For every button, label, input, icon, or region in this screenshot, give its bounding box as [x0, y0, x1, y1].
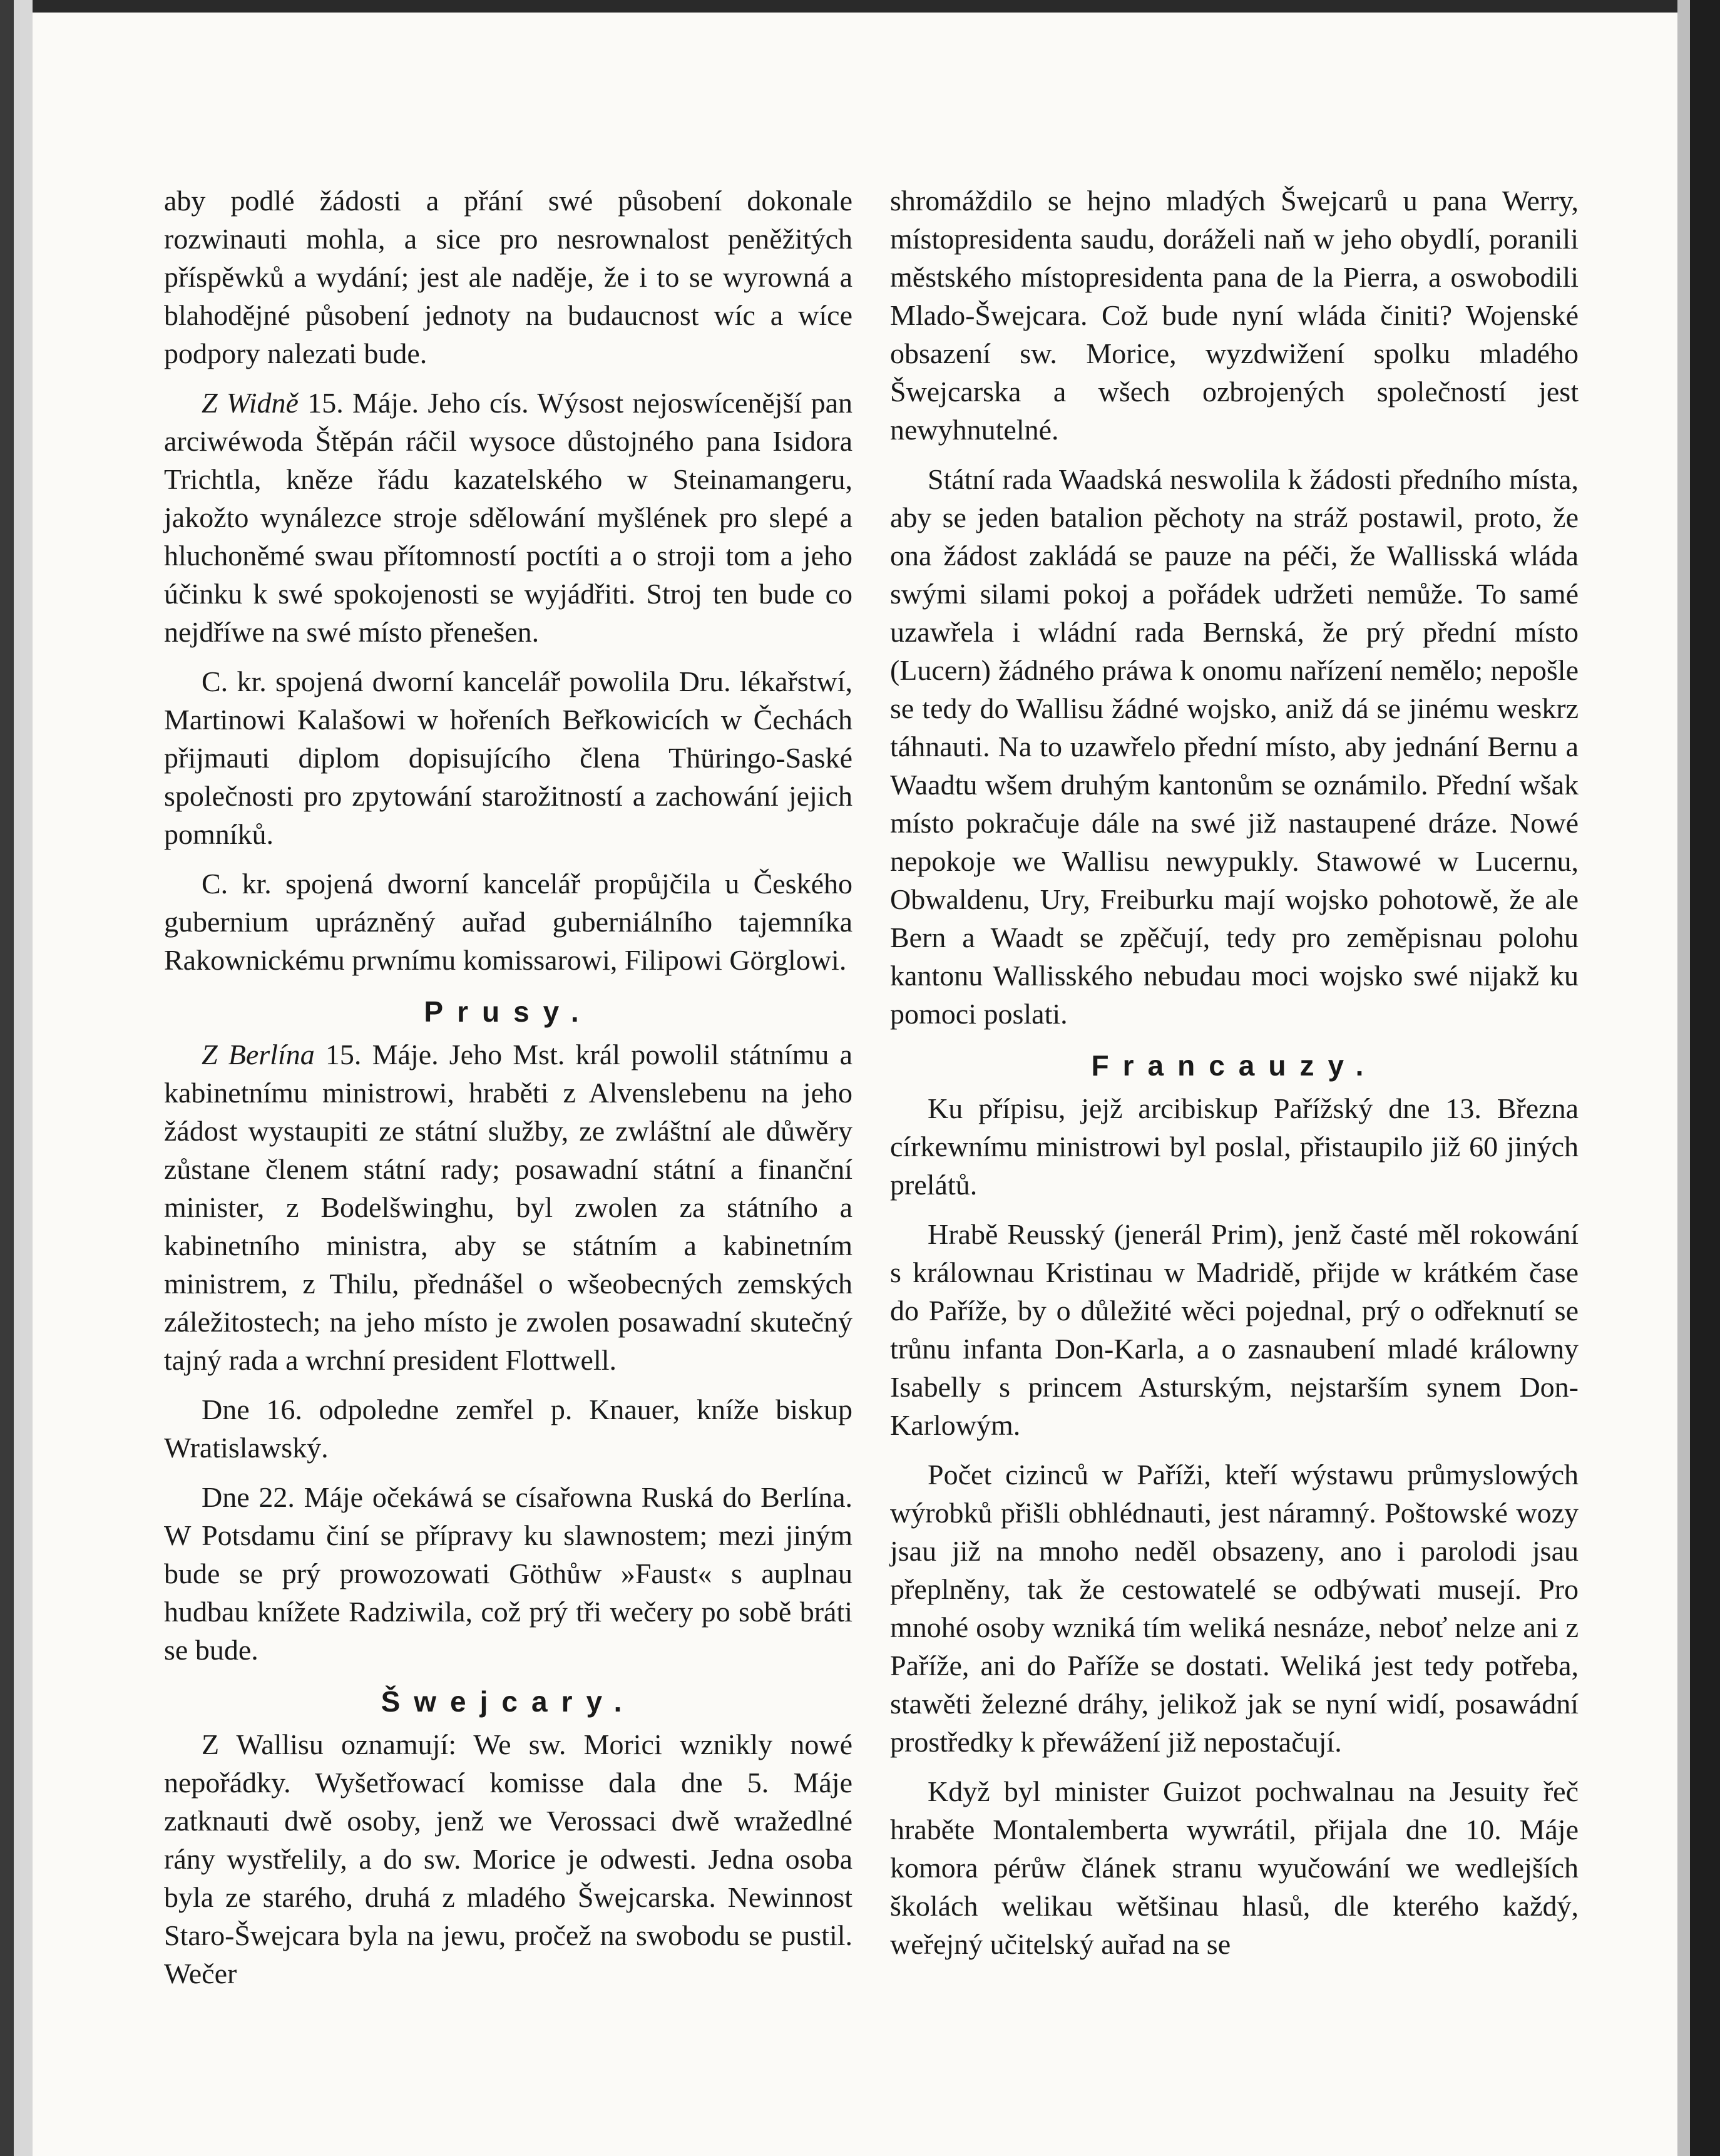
paragraph-guizot: Když byl minister Guizot pochwalnau na Jesuity řeč hraběte Montalemberta wywrátil, přijala dne 10. Máje komora pérůw článek stranu wyučowání we wedlejších školách welikau wětšinau hlasů, dle kterého každý, weřejný učitelský auřad na se [890, 1775, 1579, 1960]
paragraph-text: 15. Máje. Jeho Mst. král powolil státnímu a kabinetnímu ministrowi, hraběti z Alvenslebenu na jeho žádost wystaupiti ze státní služby, ze zwláštní ale důwěry zůstane členem státní rady; posawadní státní a finanční minister, z Bodelšwinghu, byl zwolen za státního a kabinetního ministra, aby se státním a kabinetním ministrem, z Thilu, přednášel o wšeobecných zemských záležitostech; na jeho místo je zwolen posawadní skutečný tajný rada a wrchní president Flottwell. [164, 1039, 853, 1376]
paragraph-waadt: Státní rada Waadská neswolila k žádosti předního místa, aby se jeden batalion pěchoty na stráž postawil, proto, že ona žádost zakládá se pauze na péči, že Wallisská wláda swými silami pokoj a pořádek udržeti nemůže. To samé uzawřela i wládní rada Bernská, že prý přední místo (Lucern) žádného práwa k onomu nařízení nemělo; nepošle se tedy do Wallisu žádné wojsko, aniž dá se jinému weskrz táhnauti. Na to uzawřelo přední místo, aby jednání Bernu a Waadtu wšem druhým kantonům se oznámilo. Přední wšak místo pokračuje dále na swé již nastaupené dráze. Nowé nepokoje we Wallisu newypukly. Stawowé w Lucernu, Obwaldenu, Ury, Freiburku mají wojsko pohotowě, že ale Bern a Waadt se zpěčují, tedy pro zeměpisnau polohu kantonu Wallisského nebudau moci wojsko swé nijakž ku pomoci poslati. [890, 463, 1579, 1030]
paragraph-knauer: Dne 16. odpoledne zemřel p. Knauer, kníže biskup Wratislawský. [164, 1394, 852, 1464]
paragraph-wallis: Z Wallisu oznamují: We sw. Morici wznikly nowé nepořádky. Wyšetřowací komisse dala dne 5. Máje zatknauti dwě osoby, jenž we Verossaci dwě wražedlné rány wystřelily, a do sw. Morice je odwesti. Jedna osoba byla ze starého, druhá z mladého Šwejcarska. Newinnost Staro-Šwejcara byla na jewu, pročež na swobodu se pustil. Wečer [164, 1728, 852, 1989]
newspaper-page [33, 13, 1677, 2156]
paragraph-vienna [164, 384, 852, 651]
section-heading-swejcary: Šwejcary. [381, 1685, 636, 1718]
paragraph-continued: aby podlé žádosti a přání swé působení dokonale rozwinauti mohla, a sice pro nesrownalost peněžitých příspěwků a wydání; jest ale naděje, že i to se wyrowná a blahodějné působení jednoty na budaucnost wíc a wíce podpory nalezati bude. [164, 185, 852, 369]
section-heading-francauzy: Francauzy. [1091, 1049, 1378, 1082]
right-column [890, 182, 1579, 1963]
paragraph-continued: shromáždilo se hejno mladých Šwejcarů u pana Werry, místopresidenta saudu, doráželi naň w jeho obydlí, poranili městského místopresidenta pana de la Pierra, a oswobodili Mlado-Šwejcara. Což bude nyní wláda činiti? Wojenské obsazení sw. Morice, wyzdwižení spolku mladého Šwejcarska a wšech ozbrojených společností jest newyhnutelné. [890, 185, 1579, 446]
scan-border-top [0, 0, 1720, 13]
paragraph-empress: Dne 22. Máje očekáwá se císařowna Ruská do Berlína. W Potsdamu činí se přípravy ku slawnostem; mezi jiným bude se prý prowozowati Göthůw »Faust« s auplnau hudbau knížete Radziwila, což prý tři wečery po sobě bráti se bude. [164, 1481, 852, 1666]
section-heading-prusy: Prusy. [424, 995, 593, 1028]
paragraph-gorgl: C. kr. spojená dworní kancelář propůjčila u Českého gubernium uprázněný auřad guberniálního tajemníka Rakownickému prwnímu komissarowi, Filipowi Görglowi. [164, 868, 852, 976]
scan-border-left [0, 0, 14, 2156]
paragraph-kalas: C. kr. spojená dworní kancelář powolila Dru. lékařstwí, Martinowi Kalašowi w hořeních Beřkowicích w Čechách přijmauti diplom dopisujícího člena Thüringo-Saské společnosti pro zpytowání starožitností a zachowání jejich pomníků. [164, 665, 852, 850]
scan-border-right [1690, 0, 1720, 2156]
scan-border-right-shadow [1677, 0, 1690, 2156]
paragraph-text: 15. Máje. Jeho cís. Wýsost nejoswícenější pan arciwéwoda Štěpán ráčil wysoce důstojného pana Isidora Trichtla, kněze řádu kazatelského w Steinamangeru, jakožto wynálezce stroje sdělowání myšlének pro slepé a hluchoněmé swau přítomností poctíti a o stroji tom a jeho účinku k swé spokojenosti se wyjádřiti. Stroj ten bude co nejdříwe na swé místo přenešen. [164, 387, 852, 648]
dateline-place: Z Berlína [202, 1039, 315, 1070]
dateline-place: Z Widně [202, 387, 299, 419]
left-column [164, 182, 852, 1993]
paragraph-archbishop: Ku přípisu, jejž arcibiskup Pařížský dne 13. Března církewnímu ministrowi byl poslal, přistaupilo již 60 jiných prelátů. [890, 1092, 1579, 1201]
paragraph-visitors: Počet cizinců w Paříži, kteří wýstawu průmyslowých wýrobků přišli obhlédnauti, jest náramný. Poštowské wozy jsau již na mnoho neděl obsazeny, ano i parolodi jsau přeplněny, tak že cestowatelé se odbýwati musejí. Pro mnohé osoby wzniká tím weliká nesnáze, neboť nelze ani z Paříže, ani do Paříže se dostati. Weliká jest tedy potřeba, stawěti železné dráhy, jelikož jak se nyní widí, posawádní prostředky k přewážení již nepostačují. [890, 1459, 1579, 1758]
scan-border-left-shadow [14, 0, 33, 2156]
paragraph-berlin [164, 1035, 852, 1379]
paragraph-reuss: Hrabě Reusský (jenerál Prim), jenž časté měl rokowání s králownau Kristinau w Madridě, přijde w krátkém čase do Paříže, by o důležité wěci pojednal, prý o odřeknutí se trůnu infanta Don-Karla, a o zasnaubení mladé králowny Isabelly s princem Asturským, nejstarším synem Don-Karlowým. [890, 1218, 1579, 1441]
